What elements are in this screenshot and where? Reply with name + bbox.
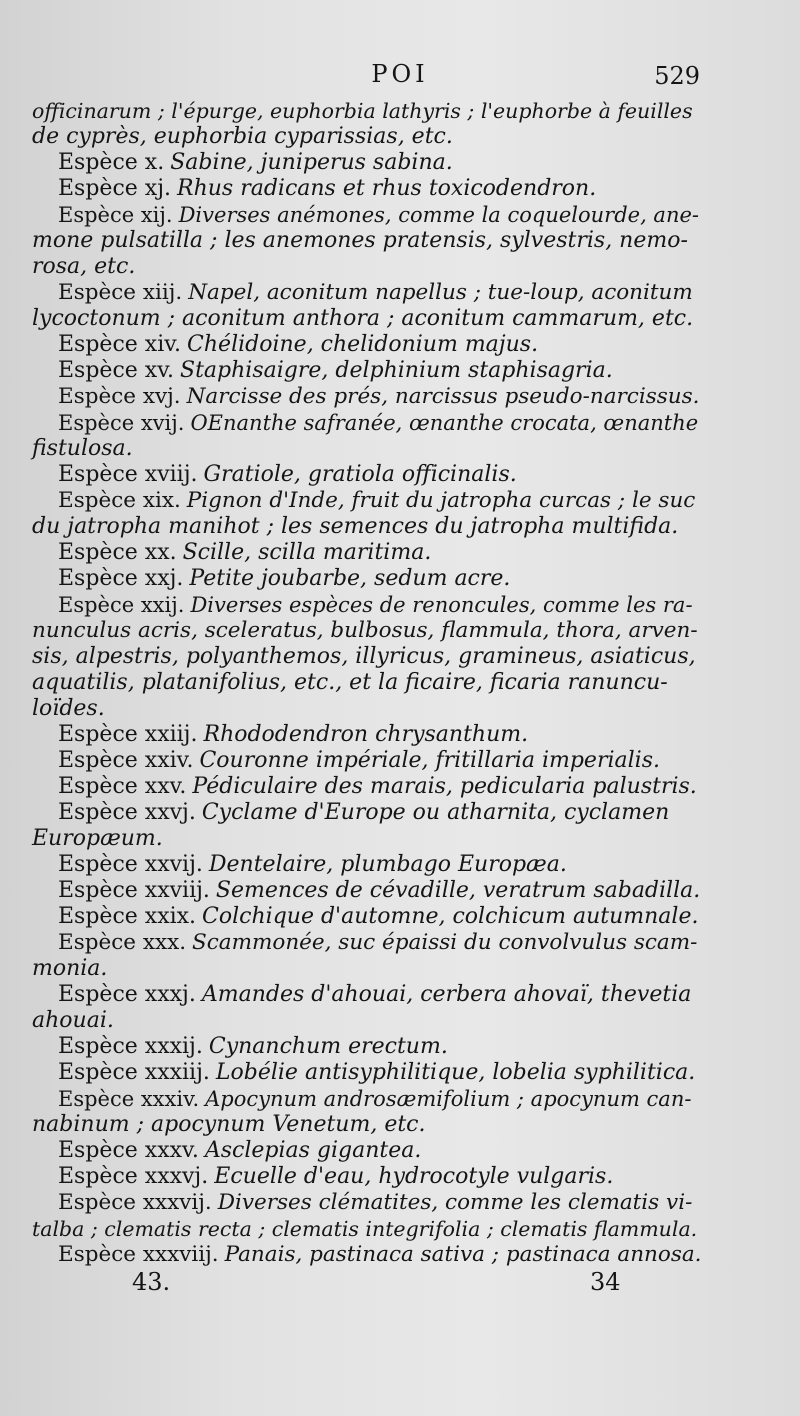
line-text: Asclepias gigantea.: [204, 1138, 422, 1163]
text-line: [32, 670, 704, 696]
text-line: [32, 1190, 704, 1216]
signature-mark-right: 34: [590, 1268, 621, 1296]
line-text: Panais, pastinaca sativa ; pastinaca annosa.: [224, 1242, 702, 1267]
line-text: talba ; clematis recta ; clematis integrifolia ; clematis flammula.: [32, 1217, 698, 1241]
species-label: Espèce xxxiv.: [58, 1087, 200, 1111]
line-text: fistulosa.: [32, 436, 133, 461]
species-label: Espèce xxxvj.: [58, 1164, 209, 1189]
text-line: [32, 696, 704, 722]
text-line: [32, 1164, 704, 1190]
text-line: [32, 826, 704, 852]
text-line: [32, 930, 704, 956]
species-label: Espèce xxiv.: [58, 748, 194, 773]
species-label: Espèce xv.: [58, 358, 175, 383]
species-label: Espèce xij.: [58, 203, 173, 227]
line-text: Gratiole, gratiola officinalis.: [203, 462, 517, 487]
text-line: [32, 254, 704, 280]
species-label: Espèce xxxiij.: [58, 1060, 210, 1085]
line-text: Pédiculaire des marais, pedicularia palustris.: [192, 774, 697, 799]
text-line: [32, 176, 704, 202]
species-label: Espèce xj.: [58, 176, 172, 201]
text-line: [32, 1112, 704, 1138]
species-label: Espèce x.: [58, 150, 165, 175]
line-text: rosa, etc.: [32, 254, 136, 279]
line-text: Chélidoine, chelidonium majus.: [187, 332, 539, 357]
line-text: Scammonée, suc épaissi du convolvulus scam-: [192, 930, 698, 955]
text-line: [32, 410, 704, 436]
line-text: Staphisaigre, delphinium staphisagria.: [180, 358, 613, 383]
species-label: Espèce xxxij.: [58, 1034, 203, 1059]
line-text: du jatropha manihot ; les semences du jatropha multifida.: [32, 514, 679, 539]
line-text: Diverses espèces de renoncules, comme les ra-: [190, 593, 693, 617]
line-text: Ecuelle d'eau, hydrocotyle vulgaris.: [214, 1164, 614, 1189]
text-line: [32, 1138, 704, 1164]
text-line: [32, 514, 704, 540]
page-number: 529: [654, 62, 700, 90]
line-text: Europæum.: [32, 826, 163, 851]
species-label: Espèce xx.: [58, 540, 177, 565]
line-text: mone pulsatilla ; les anemones pratensis, sylvestris, nemo-: [32, 228, 688, 253]
species-label: Espèce xxvj.: [58, 800, 196, 825]
species-label: Espèce xxix.: [58, 904, 197, 929]
line-text: sis, alpestris, polyanthemos, illyricus, gramineus, asiaticus,: [32, 644, 696, 669]
line-text: de cyprès, euphorbia cyparissias, etc.: [32, 124, 453, 149]
text-line: [32, 332, 704, 358]
line-text: monia.: [32, 956, 108, 981]
text-line: [32, 722, 704, 748]
species-label: Espèce xiij.: [58, 280, 183, 305]
species-label: Espèce xxiij.: [58, 722, 198, 747]
species-label: Espèce xxij.: [58, 593, 185, 617]
text-line: [32, 800, 704, 826]
text-line: [32, 436, 704, 462]
text-line: [32, 592, 704, 618]
species-label: Espèce xxxvij.: [58, 1190, 212, 1215]
line-text: loïdes.: [32, 696, 105, 721]
line-text: Dentelaire, plumbago Europæa.: [208, 852, 567, 877]
line-text: Apocynum androsæmifolium ; apocynum can-: [205, 1087, 692, 1111]
text-line: [32, 566, 704, 592]
species-label: Espèce xxxj.: [58, 982, 196, 1007]
species-label: Espèce xix.: [58, 488, 181, 513]
text-line: [32, 462, 704, 488]
text-line: [32, 488, 704, 514]
species-label: Espèce xviij.: [58, 462, 198, 487]
text-line: [32, 540, 704, 566]
line-text: Lobélie antisyphilitique, lobelia syphilitica.: [215, 1060, 696, 1085]
line-text: Diverses clématites, comme les clematis vi-: [217, 1190, 693, 1215]
text-line: [32, 98, 704, 124]
text-line: [32, 982, 704, 1008]
line-text: Cyclame d'Europe ou atharnita, cyclamen: [201, 800, 670, 825]
line-text: Cynanchum erectum.: [208, 1034, 448, 1059]
line-text: Rhododendron chrysanthum.: [203, 722, 529, 747]
line-text: nabinum ; apocynum Venetum, etc.: [32, 1112, 426, 1137]
text-line: [32, 228, 704, 254]
species-label: Espèce xiv.: [58, 332, 182, 357]
signature-mark-left: 43.: [132, 1268, 171, 1296]
text-line: [32, 878, 704, 904]
line-text: officinarum ; l'épurge, euphorbia lathyris ; l'euphorbe à feuilles: [32, 99, 693, 123]
text-line: [32, 904, 704, 930]
line-text: Colchique d'automne, colchicum autumnale.: [202, 904, 699, 929]
text-line: [32, 774, 704, 800]
line-text: Sabine, juniperus sabina.: [170, 150, 453, 175]
line-text: lycoctonum ; aconitum anthora ; aconitum cammarum, etc.: [32, 306, 694, 331]
text-line: [32, 1060, 704, 1086]
species-label: Espèce xxvij.: [58, 852, 203, 877]
species-label: Espèce xxx.: [58, 930, 187, 955]
text-line: [32, 1242, 704, 1268]
line-text: Rhus radicans et rhus toxicodendron.: [177, 176, 597, 201]
text-line: [32, 202, 704, 228]
text-line: [32, 1216, 704, 1242]
line-text: Scille, scilla maritima.: [182, 540, 432, 565]
text-line: [32, 618, 704, 644]
species-label: Espèce xvij.: [58, 411, 185, 435]
text-line: [32, 644, 704, 670]
species-label: Espèce xvj.: [58, 384, 181, 409]
page-header: [0, 60, 800, 96]
text-line: [32, 384, 704, 410]
line-text: Pignon d'Inde, fruit du jatropha curcas ; le suc: [186, 488, 696, 513]
text-line: [32, 1008, 704, 1034]
text-line: [32, 1034, 704, 1060]
text-line: [32, 748, 704, 774]
species-label: Espèce xxv.: [58, 774, 187, 799]
text-line: [32, 280, 704, 306]
line-text: OEnanthe safranée, œnanthe crocata, œnanthe: [190, 411, 699, 435]
line-text: Napel, aconitum napellus ; tue-loup, aconitum: [188, 280, 693, 305]
page-footer: [0, 1268, 800, 1302]
line-text: Couronne impériale, fritillaria imperialis.: [199, 748, 660, 773]
body-text: [32, 98, 704, 1268]
line-text: Semences de cévadille, veratrum sabadilla.: [215, 878, 701, 903]
line-text: Narcisse des prés, narcissus pseudo-narcissus.: [186, 384, 700, 409]
species-label: Espèce xxxviij.: [58, 1242, 219, 1267]
line-text: nunculus acris, sceleratus, bulbosus, flammula, thora, arven-: [32, 618, 698, 643]
species-label: Espèce xxj.: [58, 566, 184, 591]
running-head: POI: [371, 60, 429, 88]
text-line: [32, 358, 704, 384]
text-line: [32, 956, 704, 982]
text-line: [32, 1086, 704, 1112]
line-text: Petite joubarbe, sedum acre.: [189, 566, 511, 591]
line-text: Diverses anémones, comme la coquelourde, ane-: [178, 203, 699, 227]
text-line: [32, 852, 704, 878]
species-label: Espèce xxxv.: [58, 1138, 199, 1163]
line-text: aquatilis, platanifolius, etc., et la ficaire, ficaria ranuncu-: [32, 670, 668, 695]
text-line: [32, 150, 704, 176]
line-text: ahouai.: [32, 1008, 114, 1033]
species-label: Espèce xxviij.: [58, 878, 210, 903]
text-line: [32, 124, 704, 150]
text-line: [32, 306, 704, 332]
line-text: Amandes d'ahouai, cerbera ahovaï, thevetia: [201, 982, 692, 1007]
